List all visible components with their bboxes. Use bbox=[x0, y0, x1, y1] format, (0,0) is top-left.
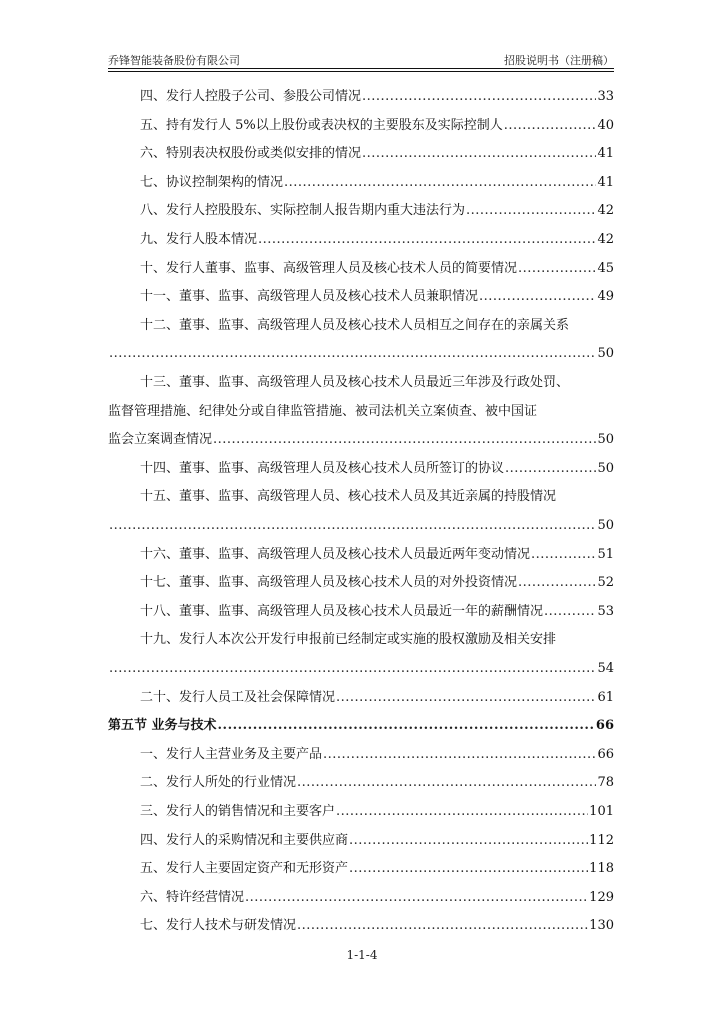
toc-entry-title: 十二、董事、监事、高级管理人员及核心技术人员相互之间存在的亲属关系 bbox=[140, 317, 570, 333]
toc-entry[interactable] bbox=[108, 486, 614, 543]
toc-entry-title: 十七、董事、监事、高级管理人员及核心技术人员的对外投资情况 bbox=[140, 575, 518, 591]
toc-page-number: 50 bbox=[597, 460, 614, 476]
toc-page-number: 40 bbox=[597, 117, 614, 133]
dot-leader bbox=[544, 601, 596, 623]
toc-entry-title: 十九、发行人本次公开发行申报前已经制定或实施的股权激励及相关安排 bbox=[140, 632, 557, 648]
toc-line bbox=[108, 429, 614, 451]
toc-entry[interactable] bbox=[108, 572, 614, 601]
toc-line bbox=[108, 629, 614, 651]
toc-page-number: 66 bbox=[597, 746, 614, 762]
toc-line bbox=[108, 830, 614, 852]
toc-page-number: 42 bbox=[597, 203, 614, 219]
dot-leader bbox=[258, 229, 596, 251]
dot-leader bbox=[323, 744, 596, 766]
toc-line bbox=[108, 286, 614, 308]
toc-page-number: 101 bbox=[589, 804, 614, 819]
dot-leader bbox=[504, 115, 597, 137]
toc-page-number: 54 bbox=[597, 660, 614, 676]
toc-entry[interactable] bbox=[108, 772, 614, 801]
toc-entry[interactable] bbox=[108, 687, 614, 716]
toc-line bbox=[108, 86, 614, 108]
toc-entry[interactable] bbox=[108, 172, 614, 201]
toc-page-number: 42 bbox=[597, 232, 614, 247]
toc-entry-title: 第五节 业务与技术 bbox=[108, 718, 217, 734]
toc-line bbox=[108, 658, 614, 680]
toc-entry-title: 七、发行人技术与研发情况 bbox=[140, 918, 297, 934]
toc-entry[interactable] bbox=[108, 315, 614, 372]
toc-line bbox=[108, 544, 614, 566]
toc-line bbox=[108, 200, 614, 222]
toc-entry[interactable] bbox=[108, 458, 614, 487]
toc-entry[interactable] bbox=[108, 887, 614, 916]
toc-entry[interactable] bbox=[108, 143, 614, 172]
dot-leader bbox=[109, 515, 596, 537]
toc-entry-title: 五、发行人主要固定资产和无形资产 bbox=[140, 861, 349, 877]
toc-line bbox=[108, 887, 614, 909]
toc-page-number: 118 bbox=[589, 861, 614, 877]
toc-entry-title: 五、持有发行人 5%以上股份或表决权的主要股东及实际控制人 bbox=[140, 117, 503, 133]
toc-entry[interactable] bbox=[108, 286, 614, 315]
toc-page-number: 50 bbox=[597, 346, 614, 362]
page-header bbox=[108, 50, 614, 68]
toc-page-number: 49 bbox=[597, 289, 614, 305]
dot-leader bbox=[284, 172, 596, 194]
dot-leader bbox=[213, 429, 596, 451]
toc-page-number: 112 bbox=[589, 832, 614, 848]
toc-line bbox=[108, 687, 614, 709]
toc-line bbox=[108, 744, 614, 766]
header-rule-thin bbox=[108, 71, 614, 72]
toc-entry[interactable] bbox=[108, 601, 614, 630]
toc-entry[interactable] bbox=[108, 830, 614, 859]
toc-page-number: 130 bbox=[589, 918, 614, 934]
toc-entry[interactable] bbox=[108, 372, 614, 458]
toc-page-number: 41 bbox=[597, 174, 614, 190]
toc-line bbox=[108, 515, 614, 537]
toc-entry[interactable] bbox=[108, 629, 614, 686]
toc-line bbox=[108, 915, 614, 937]
toc-entry-title: 六、特别表决权股份或类似安排的情况 bbox=[140, 146, 362, 162]
toc-page-number: 129 bbox=[589, 889, 614, 905]
toc-line bbox=[108, 801, 614, 823]
toc-page-number: 52 bbox=[597, 575, 614, 591]
toc-page-number: 53 bbox=[597, 603, 614, 619]
toc-line bbox=[108, 486, 614, 508]
dot-leader bbox=[479, 286, 596, 308]
toc-entry-title: 二、发行人所处的行业情况 bbox=[140, 775, 297, 791]
toc-entry[interactable] bbox=[108, 915, 614, 944]
toc-entry-title: 六、特许经营情况 bbox=[140, 889, 245, 905]
toc-entry-title: 十五、董事、监事、高级管理人员、核心技术人员及其近亲属的持股情况 bbox=[140, 489, 557, 505]
toc-entry-title: 十六、董事、监事、高级管理人员及核心技术人员最近两年变动情况 bbox=[140, 546, 531, 562]
page-number: 1-1-4 bbox=[346, 948, 378, 962]
toc-line bbox=[108, 343, 614, 365]
document-type: 招股说明书（注册稿） bbox=[504, 54, 614, 67]
toc-entry-title: 一、发行人主营业务及主要产品 bbox=[140, 746, 323, 762]
toc-line bbox=[108, 229, 614, 251]
toc-page-number: 78 bbox=[597, 775, 614, 791]
toc-page-number: 45 bbox=[597, 260, 614, 276]
toc-line bbox=[108, 401, 614, 423]
toc-page-number: 61 bbox=[597, 689, 614, 705]
dot-leader bbox=[218, 715, 595, 737]
toc-line bbox=[108, 143, 614, 165]
toc-entry[interactable] bbox=[108, 858, 614, 887]
toc-entry-title: 十四、董事、监事、高级管理人员及核心技术人员所签订的协议 bbox=[140, 460, 505, 476]
dot-leader bbox=[505, 458, 596, 480]
toc-entry-title: 二十、发行人员工及社会保障情况 bbox=[140, 689, 336, 705]
dot-leader bbox=[297, 915, 588, 937]
toc-page-number: 66 bbox=[595, 718, 614, 734]
toc-entry[interactable] bbox=[108, 801, 614, 830]
dot-leader bbox=[531, 544, 596, 566]
toc-entry-title: 十八、董事、监事、高级管理人员及核心技术人员最近一年的薪酬情况 bbox=[140, 603, 544, 619]
dot-leader bbox=[362, 143, 596, 165]
dot-leader bbox=[109, 658, 596, 680]
toc-line bbox=[108, 458, 614, 480]
toc-page-number: 50 bbox=[597, 517, 614, 533]
toc-line bbox=[108, 172, 614, 194]
toc-entry[interactable] bbox=[108, 200, 614, 229]
toc-section-entry[interactable] bbox=[108, 715, 614, 744]
toc-entry-title: 四、发行人的采购情况和主要供应商 bbox=[140, 832, 349, 848]
toc-line bbox=[108, 315, 614, 337]
toc-line bbox=[108, 372, 614, 394]
header-rule bbox=[108, 68, 614, 69]
toc-entry-title: 监会立案调查情况 bbox=[108, 432, 213, 448]
toc-entry[interactable] bbox=[108, 744, 614, 773]
toc-page-number: 33 bbox=[597, 89, 614, 104]
company-name: 乔锋智能装备股份有限公司 bbox=[108, 54, 240, 67]
toc-entry-title: 三、发行人的销售情况和主要客户 bbox=[140, 804, 336, 819]
toc-line bbox=[108, 572, 614, 594]
toc-entry[interactable] bbox=[108, 115, 614, 144]
toc-entry-title: 七、协议控制架构的情况 bbox=[140, 174, 284, 190]
toc-line bbox=[108, 258, 614, 280]
toc-entry-title: 十、发行人董事、监事、高级管理人员及核心技术人员的简要情况 bbox=[140, 260, 518, 276]
toc-line bbox=[108, 858, 614, 880]
toc-page-number: 51 bbox=[597, 546, 614, 562]
dot-leader bbox=[336, 687, 596, 709]
dot-leader bbox=[349, 830, 588, 852]
toc-entry[interactable] bbox=[108, 258, 614, 287]
dot-leader bbox=[466, 200, 596, 222]
toc-line bbox=[108, 715, 614, 737]
toc-entry[interactable] bbox=[108, 86, 614, 115]
toc-page-number: 41 bbox=[597, 146, 614, 162]
toc-line bbox=[108, 115, 614, 137]
toc-entry-title: 十一、董事、监事、高级管理人员及核心技术人员兼职情况 bbox=[140, 289, 479, 305]
dot-leader bbox=[518, 258, 596, 280]
dot-leader bbox=[349, 858, 588, 880]
toc-entry[interactable] bbox=[108, 229, 614, 258]
dot-leader bbox=[297, 772, 596, 794]
toc-entry-title: 四、发行人控股子公司、参股公司情况 bbox=[140, 89, 362, 104]
toc-entry-title: 八、发行人控股股东、实际控制人报告期内重大违法行为 bbox=[140, 203, 466, 219]
toc-line bbox=[108, 772, 614, 794]
dot-leader bbox=[109, 343, 596, 365]
dot-leader bbox=[336, 801, 588, 823]
toc-entry-title: 十三、董事、监事、高级管理人员及核心技术人员最近三年涉及行政处罚、 bbox=[140, 375, 570, 390]
dot-leader bbox=[245, 887, 588, 909]
toc-entry[interactable] bbox=[108, 544, 614, 573]
toc-entry-title: 九、发行人股本情况 bbox=[140, 232, 258, 247]
dot-leader bbox=[362, 86, 596, 108]
toc-line bbox=[108, 601, 614, 623]
dot-leader bbox=[518, 572, 596, 594]
toc-entry-title: 监督管理措施、纪律处分或自律监管措施、被司法机关立案侦查、被中国证 bbox=[108, 403, 538, 419]
toc-page-number: 50 bbox=[597, 432, 614, 448]
